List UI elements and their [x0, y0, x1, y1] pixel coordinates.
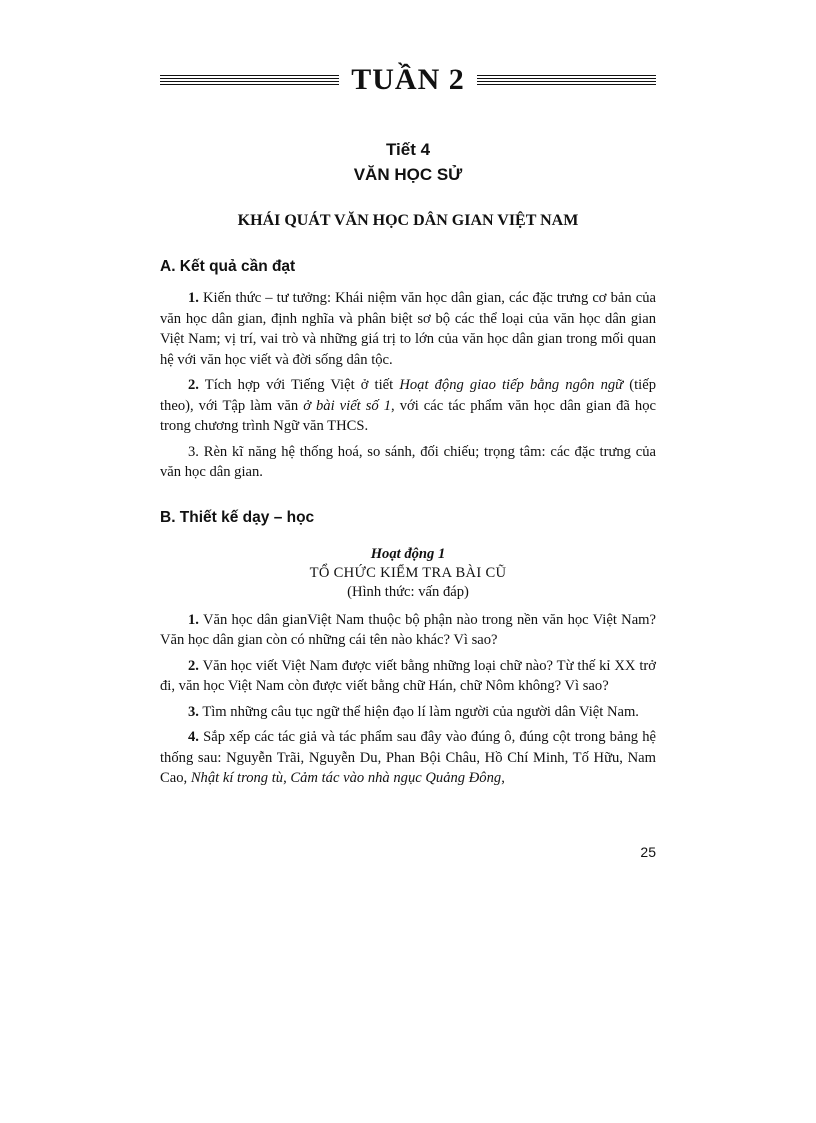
page-number: 25	[640, 844, 656, 860]
item-number: 1.	[188, 611, 199, 628]
section-a-body	[160, 288, 656, 483]
text-run: Tìm những câu tục ngữ thể hiện đạo lí làm người của người dân Việt Nam.	[198, 703, 639, 720]
paragraph	[160, 442, 656, 483]
lesson-subject: VĂN HỌC SỬ	[353, 165, 463, 184]
week-header	[160, 60, 656, 100]
document-page	[160, 60, 656, 789]
paragraph	[160, 375, 656, 437]
activity-title: TỔ CHỨC KIỂM TRA BÀI CŨ	[309, 564, 507, 581]
text-run: 3. Rèn kĩ năng hệ thống hoá, so sánh, đối chiếu; trọng tâm: các đặc trưng của văn học dân gian.	[160, 443, 656, 480]
activity-label: Hoạt động 1	[370, 545, 446, 562]
item-number: 1.	[188, 290, 199, 306]
paragraph	[160, 656, 656, 697]
activity-block	[160, 545, 656, 602]
italic-text: Nhật kí trong tù	[190, 770, 284, 786]
italic-text: Hoạt động giao tiếp bằng ngôn ngữ	[399, 377, 624, 393]
paragraph	[160, 610, 656, 651]
text-run: Tích hợp với Tiếng Việt ở tiết	[198, 377, 400, 393]
text-run: Sắp xếp các tác giả và tác phẩm sau đây vào đúng ô, đúng cột trong bảng hệ thống sau: Nguyễn Trãi, Nguyễn Du, Phan Bội Châu, Hồ Chí Minh, Tố Hữu, Nam Cao,	[160, 729, 656, 786]
paragraph	[160, 727, 656, 789]
item-number: 2.	[188, 657, 199, 674]
item-number: 2.	[188, 377, 199, 393]
text-run: , với các tác phẩm văn học dân gian đã học trong chương trình Ngữ văn THCS.	[160, 397, 656, 434]
text-run: Văn học dân gianViệt Nam thuộc bộ phận nào trong nền văn học Việt Nam? Văn học dân gian còn có những cái tên nào khác? Vì sao?	[160, 611, 656, 648]
italic-text: ở bài viết số 1	[303, 397, 392, 414]
item-number: 4.	[188, 729, 199, 745]
text-run: Văn học viết Việt Nam được viết bằng những loại chữ nào? Từ thế kỉ XX trở đi, văn học Việt Nam còn được viết bằng chữ Hán, chữ Nôm không? Vì sao?	[160, 657, 656, 694]
lesson-number: Tiết 4	[385, 140, 431, 159]
section-a-heading: A. Kết quả cần đạt	[160, 258, 296, 275]
paragraph	[160, 288, 656, 370]
week-title: TUẦN 2	[351, 63, 465, 96]
header-rule-left	[160, 75, 339, 85]
item-number: 3.	[188, 703, 199, 720]
section-b-heading: B. Thiết kế dạy – học	[160, 508, 315, 526]
text-run: (tiếp theo), với Tập làm văn	[160, 377, 656, 414]
lesson-topic: KHÁI QUÁT VĂN HỌC DÂN GIAN VIỆT NAM	[237, 212, 579, 229]
italic-text: Cảm tác vào nhà ngục Quảng Đông	[290, 770, 502, 786]
section-b-body	[160, 610, 656, 789]
header-rule-right	[477, 75, 656, 85]
paragraph	[160, 702, 656, 723]
text-run: ,	[501, 770, 505, 786]
activity-form: (Hình thức: vấn đáp)	[347, 583, 469, 600]
text-run: Kiến thức – tư tưởng: Khái niệm văn học dân gian, các đặc trưng cơ bản của văn học dân gian, định nghĩa và phân biệt sơ bộ các thể loại của văn học dân gian Việt Nam; vị trí, vai trò và những giá trị to lớn của văn học dân gian trong mối quan hệ với văn học viết và đời sống dân tộc.	[160, 290, 656, 368]
text-run: ,	[283, 770, 291, 786]
